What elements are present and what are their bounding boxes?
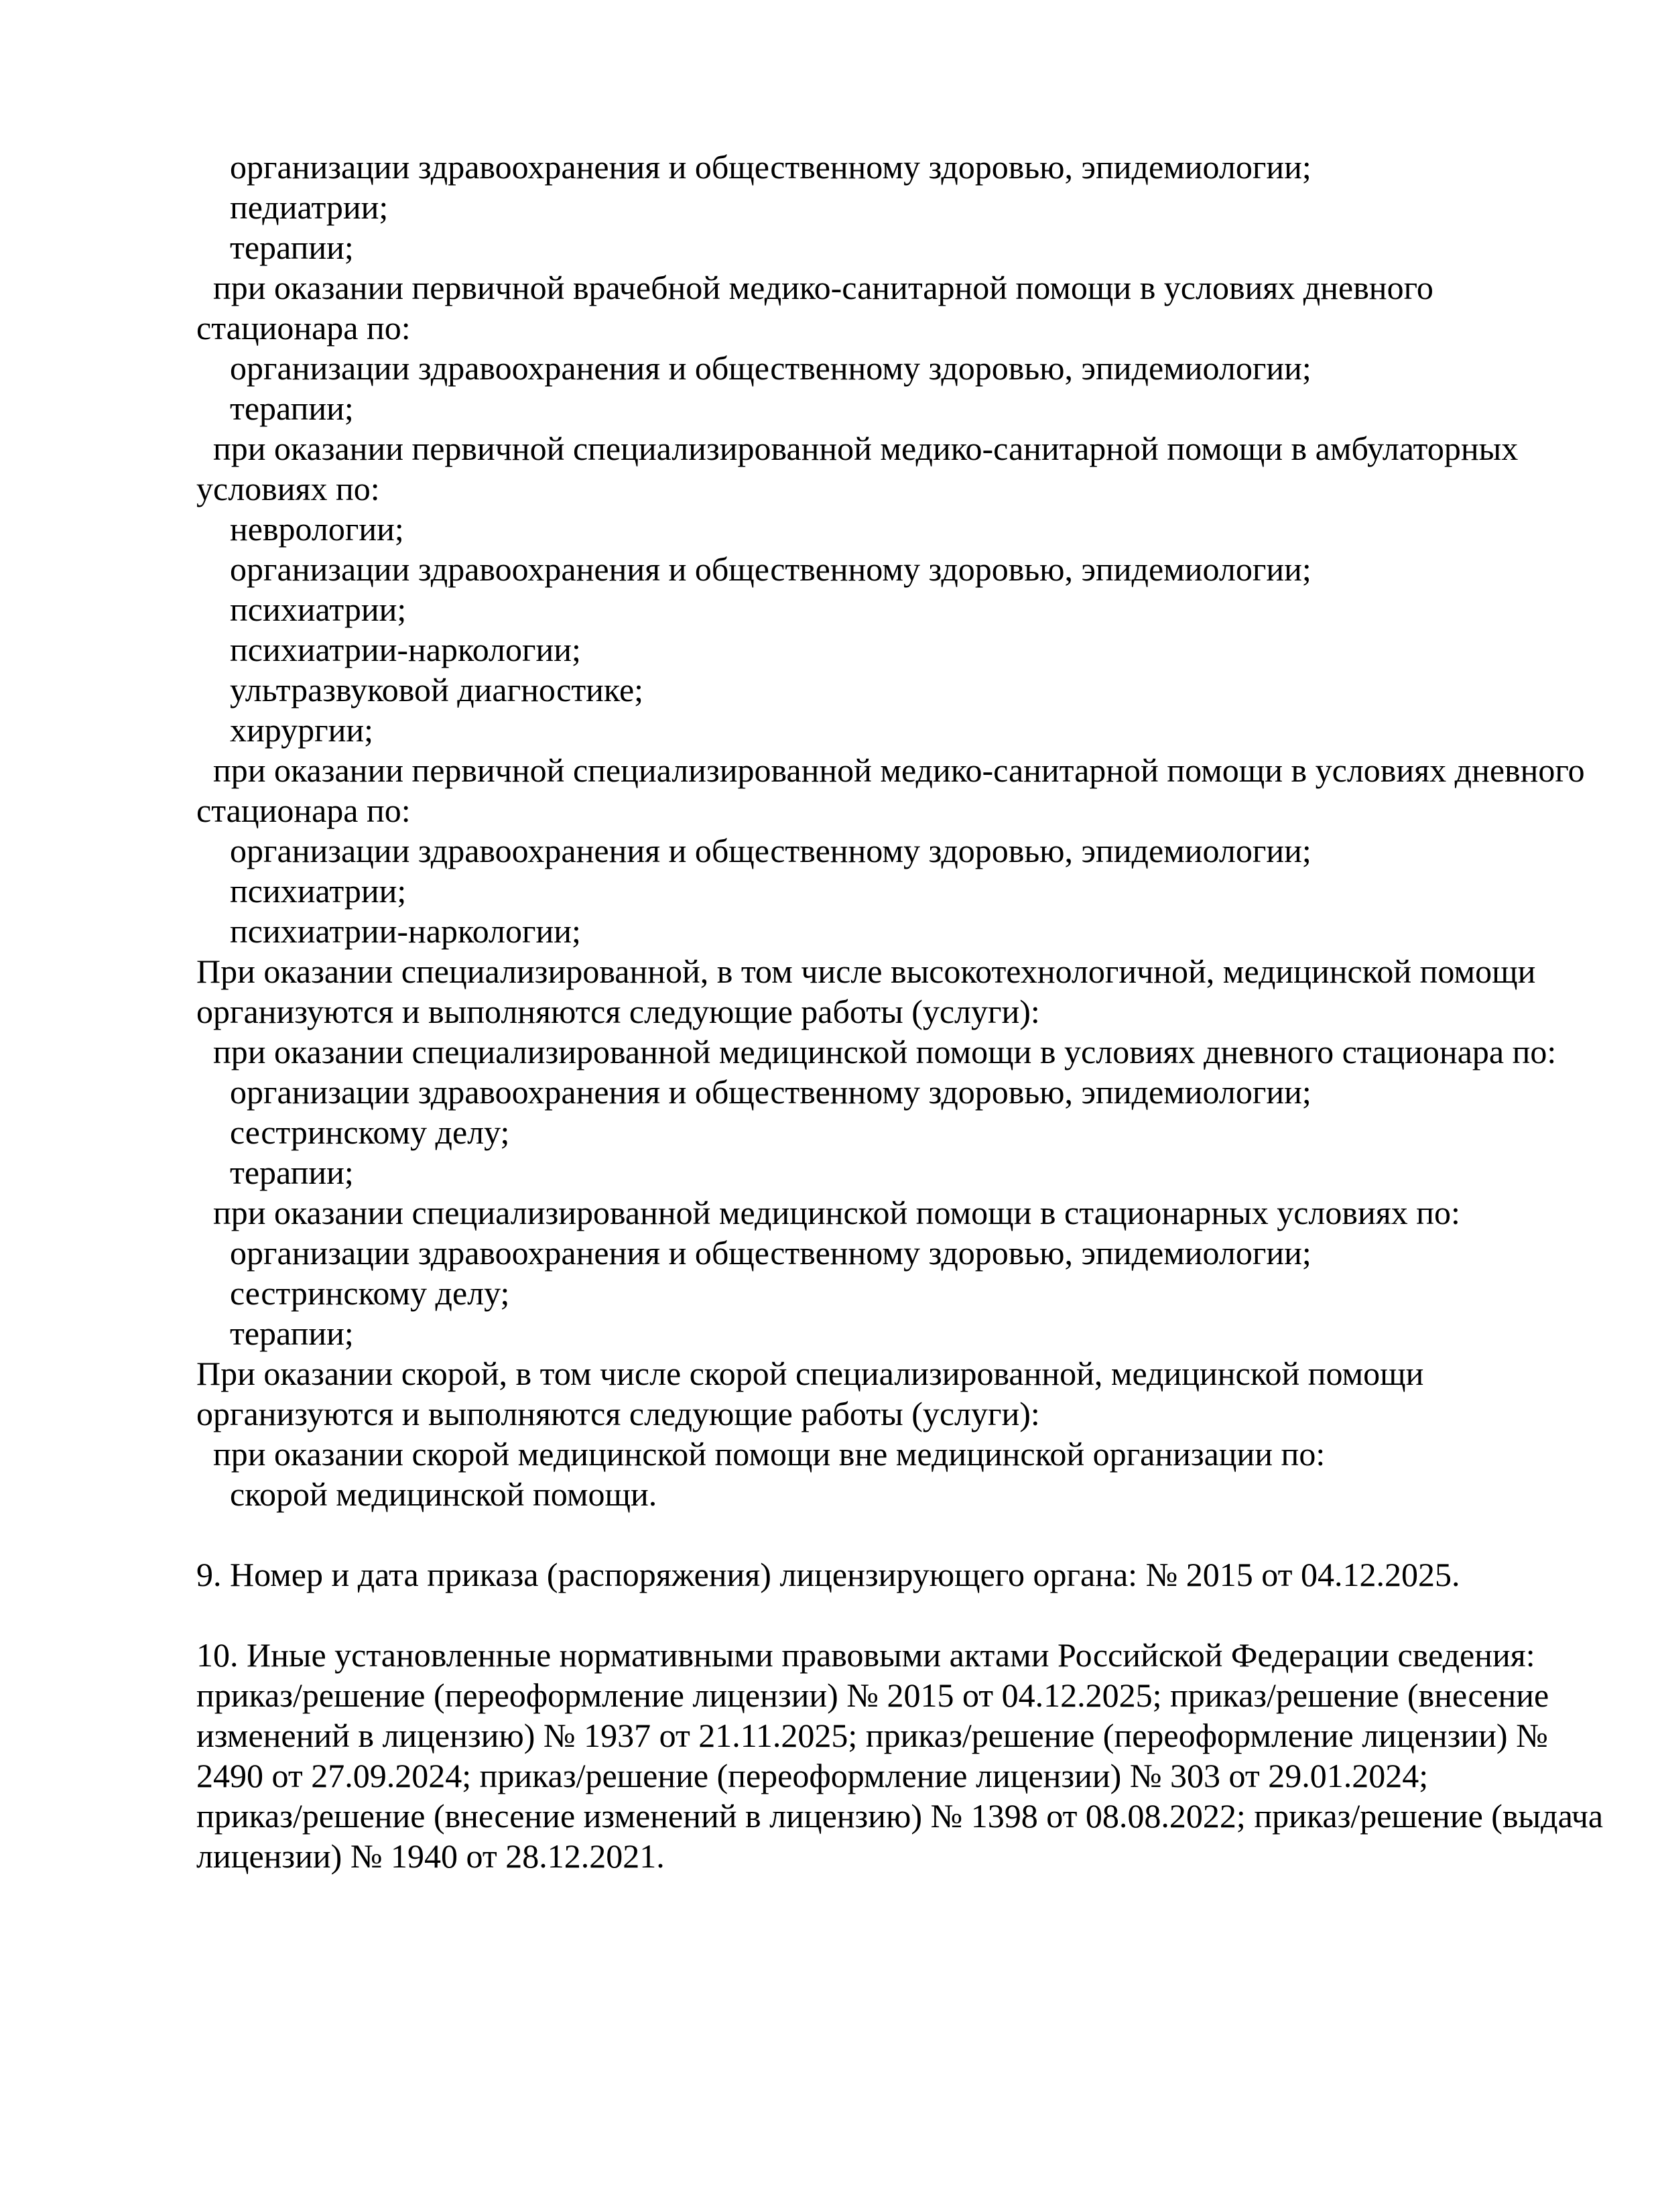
document-line: психиатрии; [230,591,407,628]
document-line: организации здравоохранения и общественному здоровью, эпидемиологии; [230,1234,1312,1272]
document-line: организации здравоохранения и общественному здоровью, эпидемиологии; [230,148,1312,186]
document-line: при оказании специализированной медицинской помощи в условиях дневного стационара по: [213,1033,1557,1070]
document-line: условиях по: [196,470,380,507]
document-line: скорой медицинской помощи. [230,1475,657,1513]
document-line: 2490 от 27.09.2024; приказ/решение (переоформление лицензии) № 303 от 29.01.2024; [196,1757,1429,1794]
document-line: 9. Номер и дата приказа (распоряжения) лицензирующего органа: № 2015 от 04.12.2025. [196,1556,1460,1593]
document-line: организации здравоохранения и общественному здоровью, эпидемиологии; [230,1073,1312,1111]
document-line: при оказании специализированной медицинской помощи в стационарных условиях по: [213,1194,1460,1231]
document-line: организуются и выполняются следующие работы (услуги): [196,1395,1040,1432]
document-line: педиатрии; [230,188,389,226]
document-line [196,1514,1635,1554]
document-line: сестринскому делу; [230,1113,510,1151]
document-line: изменений в лицензию) № 1937 от 21.11.2025; приказ/решение (переоформление лицензии) № [196,1717,1548,1754]
document-line: организации здравоохранения и общественному здоровью, эпидемиологии; [230,349,1312,387]
document-line: При оказании специализированной, в том числе высокотехнологичной, медицинской помощи [196,953,1536,990]
document-line: приказ/решение (переоформление лицензии) № 2015 от 04.12.2025; приказ/решение (внесение [196,1676,1549,1714]
document-line [196,1595,1635,1635]
document-line: организации здравоохранения и общественному здоровью, эпидемиологии; [230,550,1312,588]
document-line: стационара по: [196,792,411,829]
document-line: психиатрии; [230,872,407,910]
document-line: организуются и выполняются следующие работы (услуги): [196,993,1040,1030]
document-line: психиатрии-наркологии; [230,631,581,668]
document-line: при оказании первичной врачебной медико-санитарной помощи в условиях дневного [213,269,1433,306]
document-line: неврологии; [230,510,404,548]
document-line: терапии; [230,389,354,427]
document-line: терапии; [230,229,354,266]
document-line: при оказании первичной специализированной медико-санитарной помощи в условиях дневного [213,751,1585,789]
document-line: лицензии) № 1940 от 28.12.2021. [196,1837,665,1875]
document-line: ультразвуковой диагностике; [230,671,644,709]
document-line: организации здравоохранения и общественному здоровью, эпидемиологии; [230,832,1312,869]
document-line: сестринскому делу; [230,1274,510,1312]
document-line: терапии; [230,1154,354,1191]
document-line: приказ/решение (внесение изменений в лицензию) № 1398 от 08.08.2022; приказ/решение (выдача [196,1797,1604,1835]
document-line: психиатрии-наркологии; [230,912,581,950]
document-text-block [196,147,1635,1876]
document-line: стационара по: [196,309,411,347]
document-line: при оказании скорой медицинской помощи вне медицинской организации по: [213,1435,1326,1473]
document-line: терапии; [230,1314,354,1352]
document-line: 10. Иные установленные нормативными правовыми актами Российской Федерации сведения: [196,1636,1535,1674]
document-line: при оказании первичной специализированной медико-санитарной помощи в амбулаторных [213,430,1519,467]
document-line: хирургии; [230,711,374,749]
document-line: При оказании скорой, в том числе скорой специализированной, медицинской помощи [196,1355,1424,1392]
